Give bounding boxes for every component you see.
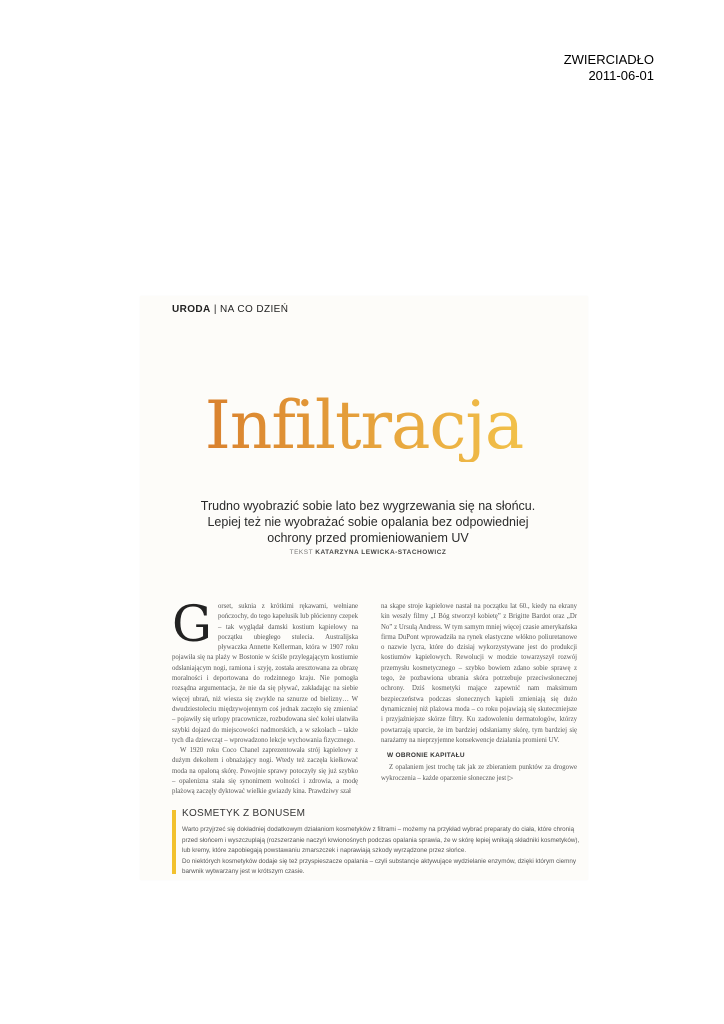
date-label: 2011-06-01 bbox=[588, 68, 654, 83]
section-name: URODA bbox=[172, 304, 211, 315]
paragraph: orset, suknia z krótkimi rękawami, wełniane pończochy, do tego kapelusik lub płócienny czepek – tak wyglądał damski kostium kąpielowy na początku ubiegłego stulecia. Australijska pływaczka Annette Kellerman, która w 1907 roku pojawiła się na plaży w Bostonie w ściśle przylegającym kostiumie odsłaniającym nogi, ramiona i szyję, została aresztowana za obrazę moralności i deportowana do rodzinnego kraju. Nie pomogła rozsądna argumentacja, że nie da się pływać, zakładając na siebie więcej ubrań, niż wiesza się zwykle na sznurze od bielizny… W dwudziestoleciu międzywojennym coś jednak zaczęło się zmieniać – pojawiły się urlopy pracownicze, rozbudowana sieć kolei ułatwiła szybki dojazd do miejscowości nadmorskich, a w szkołach – także tych dla dziewcząt – wprowadzono lekcje wychowania fizycznego. bbox=[172, 603, 358, 744]
byline bbox=[190, 549, 546, 556]
section-separator: | bbox=[213, 304, 217, 315]
author-name: KATARZYNA LEWICKA-STACHOWICZ bbox=[315, 549, 447, 556]
article-title-graphic bbox=[140, 382, 588, 462]
accent-bar bbox=[172, 810, 176, 874]
article-title bbox=[140, 382, 588, 481]
section-header bbox=[172, 304, 288, 315]
subheading: W OBRONIE KAPITAŁU bbox=[387, 752, 465, 760]
box-title: KOSMETYK Z BONUSEM bbox=[182, 808, 306, 819]
box-paragraph: Do niektórych kosmetyków dodaje się też przyspieszacze opalania – czyli substancje aktywujące wydzielanie enzymów, dzięki którym ciemny barwnik wytwarzany jest w krótszym czasie. bbox=[182, 857, 577, 875]
box-text bbox=[182, 825, 582, 878]
article-column-right bbox=[381, 602, 577, 784]
article-column-left bbox=[172, 595, 358, 798]
paragraph: W 1920 roku Coco Chanel zaprezentowała strój kąpielowy z dużym dekoltem i obnażający nogi. Wtedy też zaczęła kiełkować moda na opaloną skórę. Powojnie sprawy potoczyły się już szybko – opalenizna stała się synonimem wolności i zdrowia, a modę plażową zaczęły dyktować wielkie gwiazdy kina. Prawdziwy szał bbox=[172, 747, 358, 796]
box-paragraph: Warto przyjrzeć się dokładniej dodatkowym działaniom kosmetyków z filtrami – możemy na przykład wybrać preparaty do ciała, które chronią przed słońcem i wyszczuplają (rozszerzanie naczyń krwionośnych podczas opalania sprawia, że w skórę lepiej wnikają składniki kosmetyków), lub kremy, które zapobiegają powstawaniu zmarszczek i naprawiają szkody wyrządzone przez słońce. bbox=[182, 826, 580, 854]
source-label: ZWIERCIADŁO bbox=[563, 52, 654, 67]
article-title-text: Infiltracja bbox=[204, 387, 524, 462]
paragraph: na skąpe stroje kąpielowe nastał na początku lat 60., kiedy na ekrany kin weszły filmy „I Bóg stworzył kobietę” z Brigitte Bardot oraz „Dr No” z Ursulą Andress. W tym samym mniej więcej czasie amerykańska firma DuPont wprowadziła na rynek elastyczne włókno poliuretanowe o nazwie lycra, które do dzisiaj wykorzystywane jest do produkcji kostiumów kąpielowych. Rewolucji w modzie towarzyszył rozwój przemysłu kosmetycznego – szybko bowiem zdano sobie sprawę z tego, że pozbawiona ubrania skóra potrzebuje przeciwsłonecznej ochrony. Dziś kosmetyki mające zapewnić nam maksimum bezpieczeństwa podczas słonecznych kąpieli zmieniają się dużo dynamiczniej niż plażowa moda – co roku pojawiają się skuteczniejsze i przyjaźniejsze skórze filtry. Ku zadowoleniu dermatologów, którzy powtarzają uparcie, że im bardziej odsłaniamy skórę, tym bardziej się narażamy na nieprzyjemne konsekwencje działania promieni UV. bbox=[381, 603, 577, 744]
paragraph: Z opalaniem jest trochę tak jak ze zbieraniem punktów za drogowe wykroczenia – każde oparzenie słoneczne jest ▷ bbox=[381, 764, 577, 782]
drop-cap: G bbox=[172, 595, 212, 653]
article-lead: Trudno wyobrazić sobie lato bez wygrzewania się na słońcu. Lepiej też nie wyobrażać sobie opalania bez odpowiedniej ochrony przed promieniowaniem UV bbox=[200, 499, 536, 545]
byline-label: TEKST bbox=[289, 549, 313, 556]
document-meta bbox=[564, 52, 654, 84]
section-subsection: NA CO DZIEŃ bbox=[220, 304, 289, 315]
